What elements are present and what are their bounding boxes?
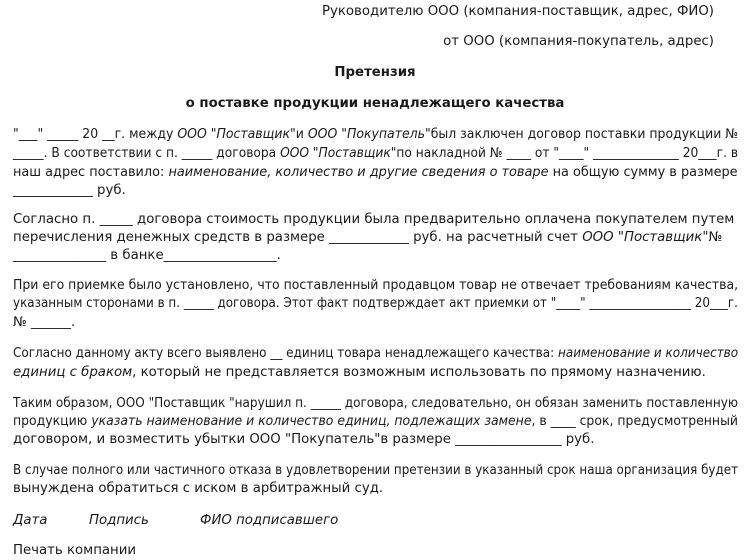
document-subtitle: о поставке продукции ненадлежащего качества	[185, 96, 565, 111]
signature-label: Подпись	[89, 513, 149, 528]
paragraph-3-line-3: № ______.	[13, 315, 76, 330]
paragraph-6-line-2: вынуждена обратиться с иском в арбитражный суд.	[13, 481, 384, 496]
recipient-line: Руководителю ООО (компания-поставщик, адрес, ФИО)	[322, 4, 714, 19]
paragraph-4-line-1: Согласно данному акту всего выявлено __ единиц товара ненадлежащего качества: наименование и количество	[13, 346, 739, 361]
document-title: Претензия	[334, 65, 416, 80]
paragraph-2-line-3: ______________ в банке_________________.	[13, 248, 281, 263]
paragraph-1-line-2: _____. В соответствии с п. _____ договора ООО "Поставщик"по накладной № ____ от "____" ______________ 20___г. в	[13, 146, 739, 161]
paragraph-2-line-1: Согласно п. _____ договора стоимость продукции была предварительно оплачена покупателем путем	[13, 212, 735, 227]
paragraph-5-line-1: Таким образом, ООО "Поставщик "нарушил п. _____ договора, следовательно, он обязан заменить поставленную	[13, 396, 739, 411]
date-label: Дата	[13, 513, 48, 528]
paragraph-1-line-4: ____________ руб.	[13, 183, 126, 198]
paragraph-6-line-1: В случае полного или частичного отказа в удовлетворении претензии в указанный срок наша организация будет	[13, 463, 739, 478]
paragraph-3-line-1: При его приемке было установлено, что поставленный продавцом товар не отвечает требованиям качества,	[13, 278, 739, 293]
sender-line: от ООО (компания-покупатель, адрес)	[443, 34, 714, 49]
paragraph-3-line-2: указанным сторонами в п. _____ договора. Этот факт подтверждает акт приемки от "____" _________________ 20___г.	[13, 296, 738, 311]
paragraph-1-line-3: наш адрес поставило: наименование, количество и другие сведения о товаре на общую сумму в размере	[13, 165, 738, 180]
paragraph-4-line-2: единиц с браком, который не представляется возможным использовать по прямому назначению.	[13, 365, 706, 380]
paragraph-2-line-2: перечисления денежных средств в размере ____________ руб. на расчетный счет ООО "Поставщик"№	[13, 230, 723, 245]
signer-name-label: ФИО подписавшего	[200, 513, 339, 528]
company-stamp-label: Печать компании	[13, 543, 137, 558]
paragraph-5-line-3: договором, и возместить убытки ООО "Покупатель"в размере ________________ руб.	[13, 432, 595, 447]
paragraph-1-line-1: "___" _____ 20 __г. между ООО "Поставщик"и ООО "Покупатель"был заключен договор поставки продукции №	[13, 127, 739, 142]
paragraph-5-line-2: продукцию указать наименование и количество единиц, подлежащих замене, в ____ срок, предусмотренный	[13, 414, 739, 429]
